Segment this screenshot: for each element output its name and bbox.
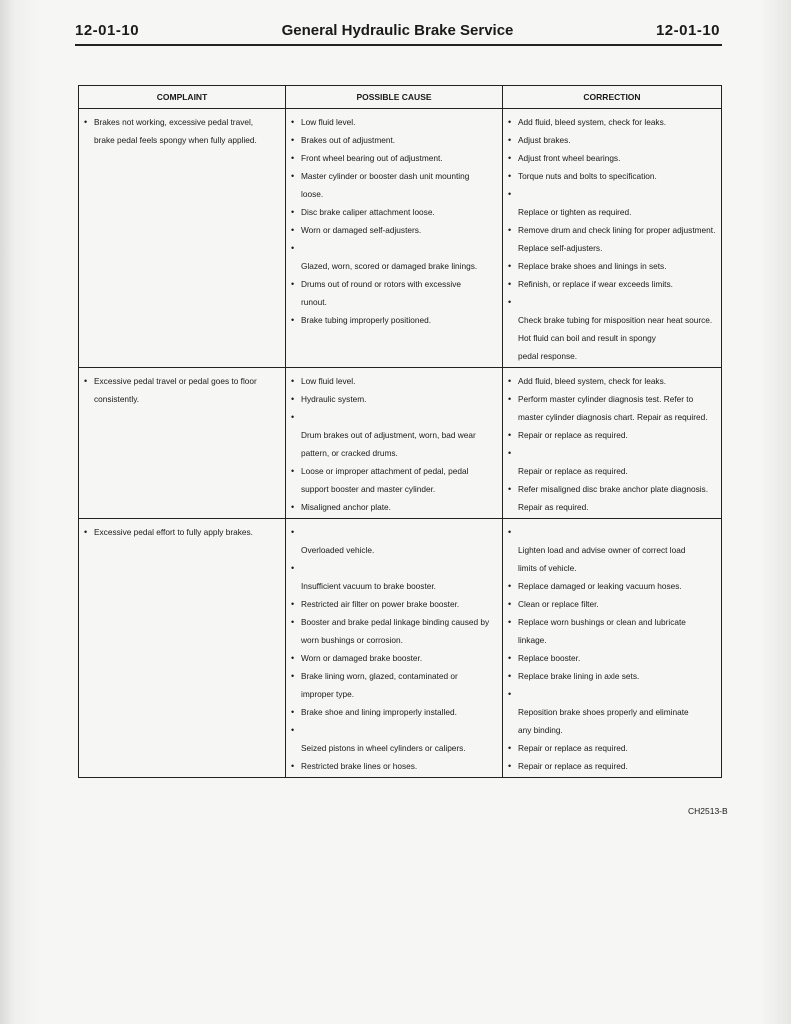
complaint-cell xyxy=(79,109,286,368)
correction-item: • Remove drum and check lining for proper adjustment. Replace self-adjusters. xyxy=(503,221,721,257)
table-row xyxy=(79,368,722,519)
cause-item: • Restricted brake lines or hoses. xyxy=(286,757,502,775)
cause-item: • Seized pistons in wheel cylinders or calipers. xyxy=(286,721,502,757)
correction-cell xyxy=(503,368,722,519)
correction-item: • Repair or replace as required. xyxy=(503,739,721,757)
correction-item: • Add fluid, bleed system, check for leaks. xyxy=(503,113,721,131)
cause-item: • Misaligned anchor plate. xyxy=(286,498,502,516)
correction-item: • Lighten load and advise owner of correct load limits of vehicle. xyxy=(503,523,721,577)
correction-item: • Adjust front wheel bearings. xyxy=(503,149,721,167)
cause-item: • Low fluid level. xyxy=(286,113,502,131)
correction-item: • Repair or replace as required. xyxy=(503,757,721,775)
cause-item: • Insufficient vacuum to brake booster. xyxy=(286,559,502,595)
correction-item: • Repair or replace as required. xyxy=(503,444,721,480)
cause-item: • Restricted air filter on power brake booster. xyxy=(286,595,502,613)
correction-item: • Perform master cylinder diagnosis test. Refer to master cylinder diagnosis chart. Repair as required. xyxy=(503,390,721,426)
cause-item: • Worn or damaged self-adjusters. xyxy=(286,221,502,239)
cause-item: • Brake shoe and lining improperly installed. xyxy=(286,703,502,721)
correction-cell xyxy=(503,109,722,368)
complaint-cell xyxy=(79,519,286,778)
cause-item: • Brake lining worn, glazed, contaminated or improper type. xyxy=(286,667,502,703)
correction-item: • Torque nuts and bolts to specification. xyxy=(503,167,721,185)
complaint-cell xyxy=(79,368,286,519)
correction-item: • Add fluid, bleed system, check for leaks. xyxy=(503,372,721,390)
cause-item: • Brakes out of adjustment. xyxy=(286,131,502,149)
cause-item: • Drums out of round or rotors with excessive runout. xyxy=(286,275,502,311)
table-header-row xyxy=(79,86,722,109)
correction-item: • Replace damaged or leaking vacuum hoses. xyxy=(503,577,721,595)
column-header-correction: CORRECTION xyxy=(503,86,722,109)
cause-item: • Overloaded vehicle. xyxy=(286,523,502,559)
cause-cell xyxy=(286,109,503,368)
correction-item: • Replace worn bushings or clean and lubricate linkage. xyxy=(503,613,721,649)
page-title: General Hydraulic Brake Service xyxy=(281,22,514,39)
correction-cell xyxy=(503,519,722,778)
table-row xyxy=(79,109,722,368)
correction-item: • Refer misaligned disc brake anchor plate diagnosis. Repair as required. xyxy=(503,480,721,516)
correction-item: • Replace or tighten as required. xyxy=(503,185,721,221)
correction-item: • Reposition brake shoes properly and eliminate any binding. xyxy=(503,685,721,739)
cause-item: • Glazed, worn, scored or damaged brake linings. xyxy=(286,239,502,275)
correction-item: • Clean or replace filter. xyxy=(503,595,721,613)
cause-item: • Hydraulic system. xyxy=(286,390,502,408)
cause-cell xyxy=(286,519,503,778)
cause-item: • Brake tubing improperly positioned. xyxy=(286,311,502,329)
figure-code: CH2513-B xyxy=(688,806,728,816)
cause-item: • Disc brake caliper attachment loose. xyxy=(286,203,502,221)
page-number-right: 12-01-10 xyxy=(655,22,720,39)
column-header-possible-cause: POSSIBLE CAUSE xyxy=(286,86,503,109)
cause-cell xyxy=(286,368,503,519)
table-row xyxy=(79,519,722,778)
correction-item: • Repair or replace as required. xyxy=(503,426,721,444)
cause-item: • Loose or improper attachment of pedal, pedal support booster and master cylinder. xyxy=(286,462,502,498)
complaint-item: • Excessive pedal travel or pedal goes to floor consistently. xyxy=(79,372,285,408)
cause-item: • Drum brakes out of adjustment, worn, bad wear pattern, or cracked drums. xyxy=(286,408,502,462)
cause-item: • Worn or damaged brake booster. xyxy=(286,649,502,667)
correction-item: • Check brake tubing for misposition near heat source. Hot fluid can boil and result in spongy pedal response. xyxy=(503,293,721,365)
column-header-complaint: COMPLAINT xyxy=(79,86,286,109)
cause-item: • Booster and brake pedal linkage binding caused by worn bushings or corrosion. xyxy=(286,613,502,649)
cause-item: • Front wheel bearing out of adjustment. xyxy=(286,149,502,167)
correction-item: • Adjust brakes. xyxy=(503,131,721,149)
correction-item: • Refinish, or replace if wear exceeds limits. xyxy=(503,275,721,293)
correction-item: • Replace brake shoes and linings in sets. xyxy=(503,257,721,275)
complaint-item: • Excessive pedal effort to fully apply brakes. xyxy=(79,523,285,541)
page-number-left: 12-01-10 xyxy=(75,22,140,39)
complaint-item: • Brakes not working, excessive pedal travel, brake pedal feels spongy when fully applied. xyxy=(79,113,285,149)
cause-item: • Master cylinder or booster dash unit mounting loose. xyxy=(286,167,502,203)
correction-item: • Replace brake lining in axle sets. xyxy=(503,667,721,685)
header-rule xyxy=(75,44,722,46)
page-header xyxy=(75,22,720,44)
diagnosis-table xyxy=(78,85,722,778)
cause-item: • Low fluid level. xyxy=(286,372,502,390)
correction-item: • Replace booster. xyxy=(503,649,721,667)
